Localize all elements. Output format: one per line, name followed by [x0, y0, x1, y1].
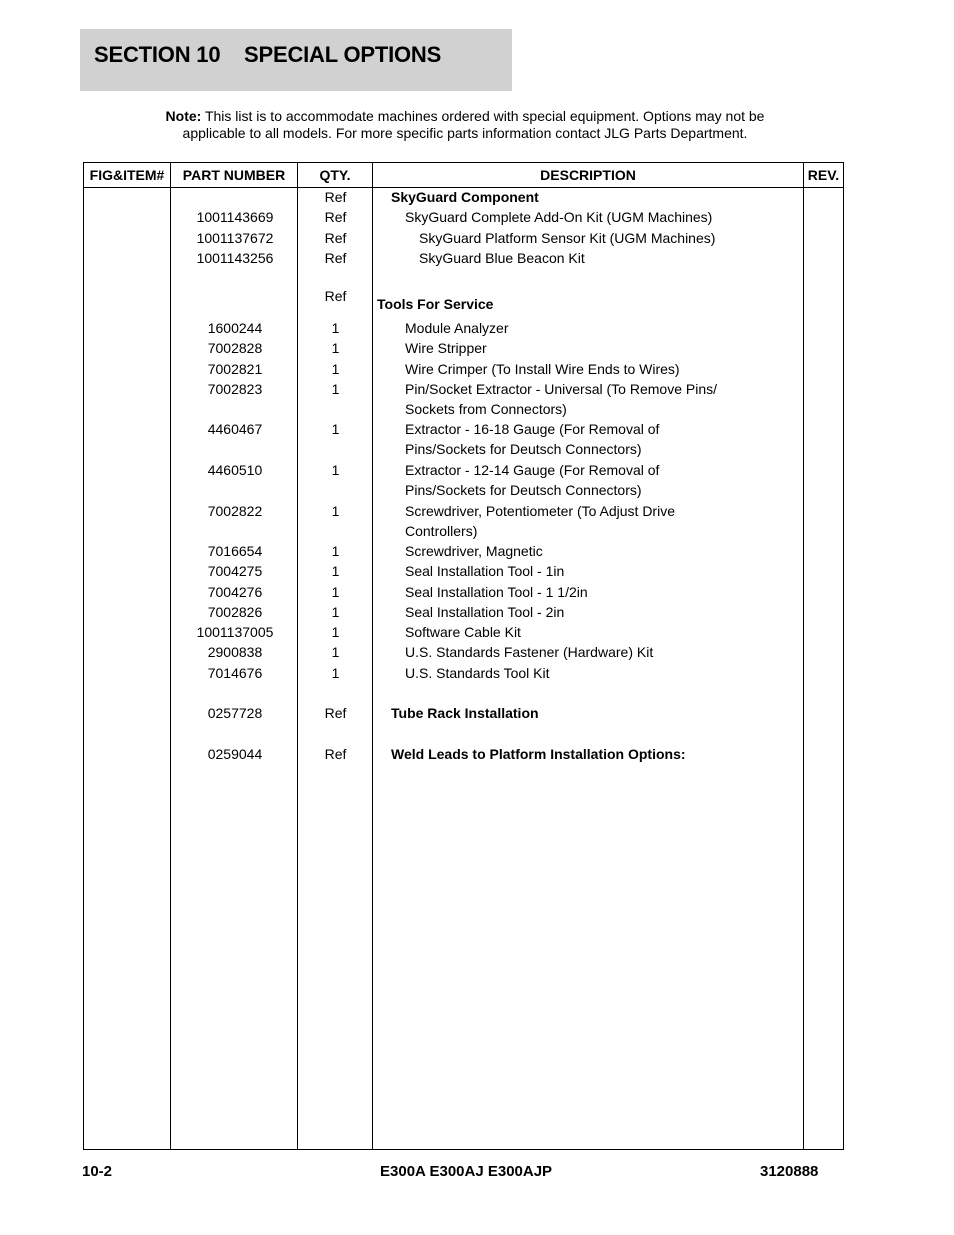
part-number-cell: 7004276 [207, 584, 263, 600]
description-cell: SkyGuard Complete Add-On Kit (UGM Machines) [405, 209, 713, 225]
description-continuation: Pins/Sockets for Deutsch Connectors) [405, 441, 642, 457]
part-number-cell: 1001137672 [196, 230, 274, 246]
part-number-cell: 4460467 [207, 421, 263, 437]
qty-cell: 1 [331, 320, 340, 336]
header-divider [84, 187, 843, 188]
note [160, 108, 770, 142]
description-cell: Seal Installation Tool - 1in [405, 563, 565, 579]
qty-cell: 1 [331, 462, 340, 478]
qty-cell: Ref [324, 189, 347, 205]
part-number-cell: 7004275 [207, 563, 263, 579]
description-continuation: Pins/Sockets for Deutsch Connectors) [405, 482, 642, 498]
header-fig-item: FIG&ITEM# [89, 167, 165, 183]
description-cell: Extractor - 12-14 Gauge (For Removal of [405, 462, 660, 478]
column-divider [170, 163, 171, 1149]
qty-cell: Ref [324, 250, 347, 266]
part-number-cell: 1001143256 [196, 250, 274, 266]
qty-cell: Ref [324, 705, 347, 721]
part-number-cell: 1600244 [207, 320, 263, 336]
qty-cell: 1 [331, 563, 340, 579]
description-cell: U.S. Standards Fastener (Hardware) Kit [405, 644, 654, 660]
qty-cell: Ref [324, 288, 347, 304]
description-continuation: Controllers) [405, 523, 478, 539]
description-cell: Weld Leads to Platform Installation Options: [391, 746, 686, 762]
description-continuation: Sockets from Connectors) [405, 401, 567, 417]
description-cell: Seal Installation Tool - 2in [405, 604, 565, 620]
qty-cell: 1 [331, 644, 340, 660]
section-title: SECTION 10 SPECIAL OPTIONS [94, 42, 442, 67]
description-cell: Screwdriver, Potentiometer (To Adjust Drive [405, 503, 675, 519]
note-text: This list is to accommodate machines ordered with special equipment. Options may not be applicable to all models. For more specific parts information contact JLG Parts Department. [182, 108, 765, 141]
description-cell: Pin/Socket Extractor - Universal (To Remove Pins/ [405, 381, 717, 397]
description-cell: Wire Stripper [405, 340, 487, 356]
qty-cell: 1 [331, 340, 340, 356]
part-number-cell: 7002828 [207, 340, 263, 356]
part-number-cell: 7002826 [207, 604, 263, 620]
description-cell: Tube Rack Installation [391, 705, 539, 721]
description-cell: Extractor - 16-18 Gauge (For Removal of [405, 421, 660, 437]
description-cell: Tools For Service [377, 296, 494, 312]
footer-models: E300A E300AJ E300AJP [380, 1163, 553, 1180]
part-number-cell: 7002823 [207, 381, 263, 397]
part-number-cell: 0257728 [207, 705, 263, 721]
qty-cell: 1 [331, 604, 340, 620]
footer-page-number: 10-2 [82, 1163, 113, 1180]
column-divider [803, 163, 804, 1149]
qty-cell: 1 [331, 665, 340, 681]
description-cell: SkyGuard Platform Sensor Kit (UGM Machines) [419, 230, 716, 246]
part-number-cell: 1001137005 [196, 624, 274, 640]
header-description: DESCRIPTION [540, 167, 636, 183]
qty-cell: Ref [324, 230, 347, 246]
qty-cell: 1 [331, 624, 340, 640]
description-cell: Screwdriver, Magnetic [405, 543, 543, 559]
part-number-cell: 7014676 [207, 665, 263, 681]
qty-cell: 1 [331, 543, 340, 559]
description-cell: SkyGuard Blue Beacon Kit [419, 250, 585, 266]
part-number-cell: 4460510 [207, 462, 263, 478]
header-rev: REV. [807, 167, 840, 183]
footer-doc-number: 3120888 [760, 1163, 819, 1180]
qty-cell: 1 [331, 361, 340, 377]
note-label: Note: [165, 108, 202, 124]
part-number-cell: 7002822 [207, 503, 263, 519]
description-cell: Module Analyzer [405, 320, 509, 336]
qty-cell: Ref [324, 209, 347, 225]
description-cell: Wire Crimper (To Install Wire Ends to Wires) [405, 361, 680, 377]
qty-cell: Ref [324, 746, 347, 762]
description-cell: Software Cable Kit [405, 624, 521, 640]
description-cell: SkyGuard Component [391, 189, 539, 205]
description-cell: Seal Installation Tool - 1 1/2in [405, 584, 588, 600]
qty-cell: 1 [331, 381, 340, 397]
section-header [80, 29, 512, 91]
description-cell: U.S. Standards Tool Kit [405, 665, 550, 681]
part-number-cell: 7002821 [207, 361, 263, 377]
part-number-cell: 0259044 [207, 746, 263, 762]
header-qty: QTY. [319, 167, 351, 183]
part-number-cell: 1001143669 [196, 209, 274, 225]
part-number-cell: 2900838 [207, 644, 263, 660]
parts-table [83, 162, 844, 1150]
part-number-cell: 7016654 [207, 543, 263, 559]
qty-cell: 1 [331, 584, 340, 600]
qty-cell: 1 [331, 421, 340, 437]
qty-cell: 1 [331, 503, 340, 519]
header-part-number: PART NUMBER [182, 167, 286, 183]
